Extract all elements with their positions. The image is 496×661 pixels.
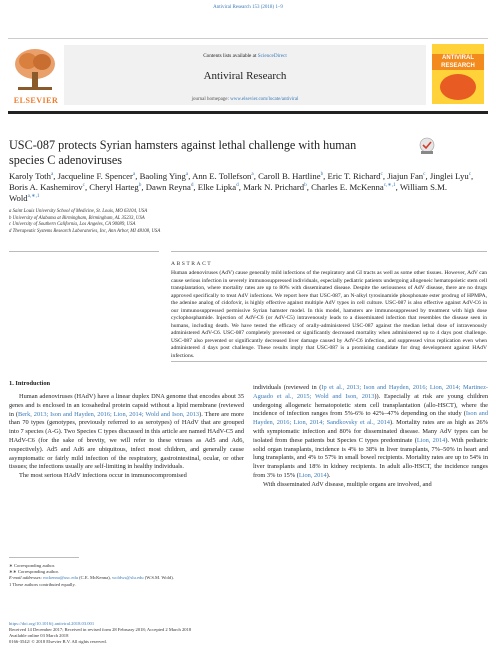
copyright: 0166-3542/ © 2018 Elsevier B.V. All rights reserved.: [9, 639, 107, 644]
author-name[interactable]: Elke Lipka: [197, 182, 237, 192]
right-column: [253, 384, 488, 490]
publisher-name: ELSEVIER: [13, 96, 59, 105]
email-link-wold[interactable]: woldws@slu.edu: [111, 575, 144, 581]
elsevier-tree-logo[interactable]: [10, 44, 60, 94]
footnotes: [9, 563, 244, 588]
intro-paragraph-4: With disseminated AdV disease, multiple organs are involved, and: [263, 480, 432, 488]
divider-right: [171, 251, 487, 252]
author-affiliation-marker[interactable]: c,∗,1: [383, 182, 396, 189]
citation-link[interactable]: Ison and Hayden, 2016; Lion, 2014; Sandkovsky et al., 2014: [253, 410, 488, 427]
author-name[interactable]: Karoly Toth: [9, 171, 51, 181]
author-affiliation-marker[interactable]: a: [185, 171, 189, 178]
footnote-corresponding-1: ∗ Corresponding author.: [9, 563, 56, 568]
author-name[interactable]: Jinglei Lyu: [429, 171, 469, 181]
author-name[interactable]: Baoling Ying: [139, 171, 186, 181]
affiliation-c: c University of Southern California, Los Angeles, CA 90089, USA: [9, 222, 136, 227]
citation-link[interactable]: Ip et al., 2013; Ison and Hayden, 2016; Lion, 2014; Martinez-Aguado et al., 2015; Wold and Ison, 2013: [253, 384, 488, 400]
intro-paragraph-3: individuals (reviewed in (Ip et al., 2013; Ison and Hayden, 2016; Lion, 2014; Martinez-Aguado et al., 2015; Wold and Ison, 2013)). Especially at risk are young children undergoing allogeneic hematopoietic stem cell transplantation (allo-HSCT), where the incidence of infection ranges from 5%-6% to 42%–47% depending on the study (Ison and Hayden, 2016; Lion, 2014; Sandkovsky et al., 2014). Mortality rates are as high as 26% with symptomatic infection and 80% for disseminated disease. Many AdV types can be isolated from these patients but Species C types predominate (Lion, 2014). With pediatric solid organ transplants, incidence is 4% to 38% in liver transplants, 7%–50% in heart and lung transplants, and 4% to 57% in small bowel recipients. Mortality rates are up to 54% in liver transplants and 18% in kidney recipients. In adult allo-HSCT, the incidence ranges from 3% to 15% (Lion, 2014).: [253, 384, 489, 479]
contents-line: Contents lists available at ScienceDirect: [203, 53, 287, 59]
left-column: [9, 393, 244, 481]
author-affiliation-marker[interactable]: b: [138, 182, 142, 189]
citation-link[interactable]: Berk, 2013; Ison and Hayden, 2016; Lion, 2014; Wold and Ison, 2013: [17, 410, 200, 418]
affiliation-d: d Therapeutic Systems Research Laboratories, Inc, Ann Arbor, MI 48108, USA: [9, 228, 161, 234]
article-metadata: [9, 621, 309, 645]
author-affiliation-marker[interactable]: c: [423, 171, 426, 178]
article-title: USC-087 protects Syrian hamsters against lethal challenge with human species C adenoviruses: [9, 138, 357, 167]
author-affiliation-marker[interactable]: c: [82, 182, 85, 189]
email-link-mckenna[interactable]: mckenna@usc.edu: [43, 575, 78, 581]
homepage-link[interactable]: www.elsevier.com/locate/antiviral: [230, 97, 299, 102]
journal-homepage: journal homepage: www.elsevier.com/locate/antiviral: [191, 97, 299, 102]
author-name[interactable]: Charles E. McKenna: [311, 182, 384, 192]
footnote-corresponding-2: ∗∗ Corresponding author.: [9, 569, 59, 575]
crossmark-icon[interactable]: [418, 137, 436, 155]
intro-paragraph-2: The most serious HAdV infections occur in immunocompromised: [19, 472, 187, 480]
section-heading-introduction: 1. Introduction: [9, 380, 51, 387]
author-affiliation-marker[interactable]: c: [380, 171, 383, 178]
author-list: Karoly Toth$^a$, Jacqueline F. Spencer$^a$, Baoling Ying$^a$, Ann E. Tollefson$^a$, Caroll B. Hartline$^b$, Eric T. Richard$^c$, Jiajun Fan$^c$, Jinglei Lyu$^c$, Boris A. Kashemirov$^c$, Cheryl Harteg$^b$, Dawn Reyna$^d$, Elke Lipka$^d$, Mark N. Prichard$^b$, Charles E. McKenna$^{c,∗,1}$, William S.M. Wold$^{a,∗,1}$: [9, 171, 474, 203]
author-name[interactable]: Jacqueline F. Spencer: [57, 171, 133, 181]
available-online: Available online 03 March 2018: [9, 633, 69, 638]
author-affiliation-marker[interactable]: a: [132, 171, 136, 178]
author-affiliation-marker[interactable]: a,∗,1: [27, 193, 40, 200]
author-affiliation-marker[interactable]: c: [468, 171, 472, 178]
footnote-equal-contribution: 1 These authors contributed equally.: [9, 581, 76, 587]
citation-link[interactable]: Lion, 2014: [416, 436, 446, 444]
author-name[interactable]: Caroll B. Hartline: [258, 171, 321, 181]
citation-link[interactable]: Lion, 2014: [298, 471, 327, 479]
author-name[interactable]: Dawn Reyna: [145, 182, 191, 192]
abstract-heading: ABSTRACT: [171, 261, 213, 267]
cover-title: ANTIVIRAL RESEARCH: [432, 54, 484, 70]
author-affiliation-marker[interactable]: b: [304, 182, 307, 189]
abstract-text: Human adenoviruses (AdV) cause generally mild infections of the respiratory and GI tracts as well as some other tissues. However, AdV can cause serious infection in severely immunosuppressed individuals, especially pediatric patients undergoing allogeneic hematopoietic stem cell transplantation, where mortality rates are up to 80% with disseminated disease. Despite the seriousness of AdV disease, there are no drugs approved specifically to treat AdV infections. We report here that USC-087, an N-alkyl tyrosinamide phosphonate ester prodrug of HPMPA, the adenine analog of cidofovir, is highly effective against multiple AdV types in cell culture. USC-087 is also effective against AdV-C6 in our immunosuppressed permissive Syrian hamster model. In this model, hamsters are immunosuppressed by treatment with high dose cyclophosphamide. Injection of AdV-C6 (or AdV-C5) intravenously leads to a disseminated infection that resembles the disease seen in humans, including death. We have tested the efficacy of orally-administered USC-087 against the median lethal dose of intravenously administered AdV-C6. USC-087 completely prevented or significantly decreased mortality when administered up to 4 days post challenge. USC-087 also prevented or significantly decreased liver damage caused by AdV-C6 infection, and suppressed virus replication even when administered 4 days post challenge. These results imply that USC-087 is a promising candidate for drug development against HAdV infections.: [171, 270, 487, 360]
author-name[interactable]: William S.M. Wold: [9, 182, 448, 203]
affiliations: [9, 209, 309, 235]
affiliation-b: b University of Alabama at Birmingham, Birmingham, AL 35233, USA: [9, 215, 145, 221]
footnote-rule: [9, 557, 79, 558]
author-affiliation-marker[interactable]: a: [251, 171, 254, 178]
author-affiliation-marker[interactable]: b: [320, 171, 324, 178]
divider-left: [9, 251, 159, 252]
author-affiliation-marker[interactable]: d: [236, 182, 239, 189]
sciencedirect-link[interactable]: ScienceDirect: [257, 53, 287, 59]
received-dates: Received 14 December 2017; Received in revised form 28 February 2018; Accepted 2 March 2018: [9, 627, 192, 632]
author-name[interactable]: Jiajun Fan: [387, 171, 424, 181]
author-name[interactable]: Cheryl Harteg: [89, 182, 139, 192]
author-name[interactable]: Eric T. Richard: [327, 171, 381, 181]
journal-title[interactable]: Antiviral Research: [203, 70, 287, 82]
affiliation-a: a Saint Louis University School of Medicine, St. Louis, MO 63104, USA: [9, 209, 148, 214]
author-name[interactable]: Boris A. Kashemirov: [9, 182, 83, 192]
footnote-emails: E-mail addresses: mckenna@usc.edu (C.E. McKenna), woldws@slu.edu (W.S.M. Wold).: [9, 575, 174, 581]
doi-link[interactable]: https://doi.org/10.1016/j.antiviral.2018.03.001: [9, 621, 95, 626]
author-name[interactable]: Ann E. Tollefson: [192, 171, 252, 181]
journal-cover-image[interactable]: [432, 44, 484, 104]
divider-abstract-end: [171, 361, 487, 362]
author-affiliation-marker[interactable]: d: [190, 182, 194, 189]
cover-graphic: [440, 74, 476, 100]
intro-paragraph-1: Human adenoviruses (HAdV) have a linear duplex DNA genome that encodes about 35 genes and is enclosed in an icosahedral protein capsid without a lipid membrane (reviewed in (Berk, 2013; Ison and Hayden, 2016; Lion, 2014; Wold and Ison, 2013). There are more than 70 types (genotypes, previously referred to as serotypes) of HAdV that are grouped into 7 species (A-G). Two Species C types discussed in this article are named HAdV-C5 and HAdV-C6 (for the sake of brevity, we will refer to these viruses as Ad5 and Ad6, respectively). Ad5 and Ad6 are ubiquitous, infect most children, and generally cause asymptomatic or fairly mild infection of the respiratory, gastrointestinal, ocular, or other tissues; the infections usually are self-limiting in healthy individuals.: [9, 393, 244, 471]
author-affiliation-marker[interactable]: a: [50, 171, 54, 178]
running-head[interactable]: Antiviral Research 153 (2018) 1–9: [213, 5, 283, 10]
author-name[interactable]: Mark N. Prichard: [243, 182, 305, 192]
